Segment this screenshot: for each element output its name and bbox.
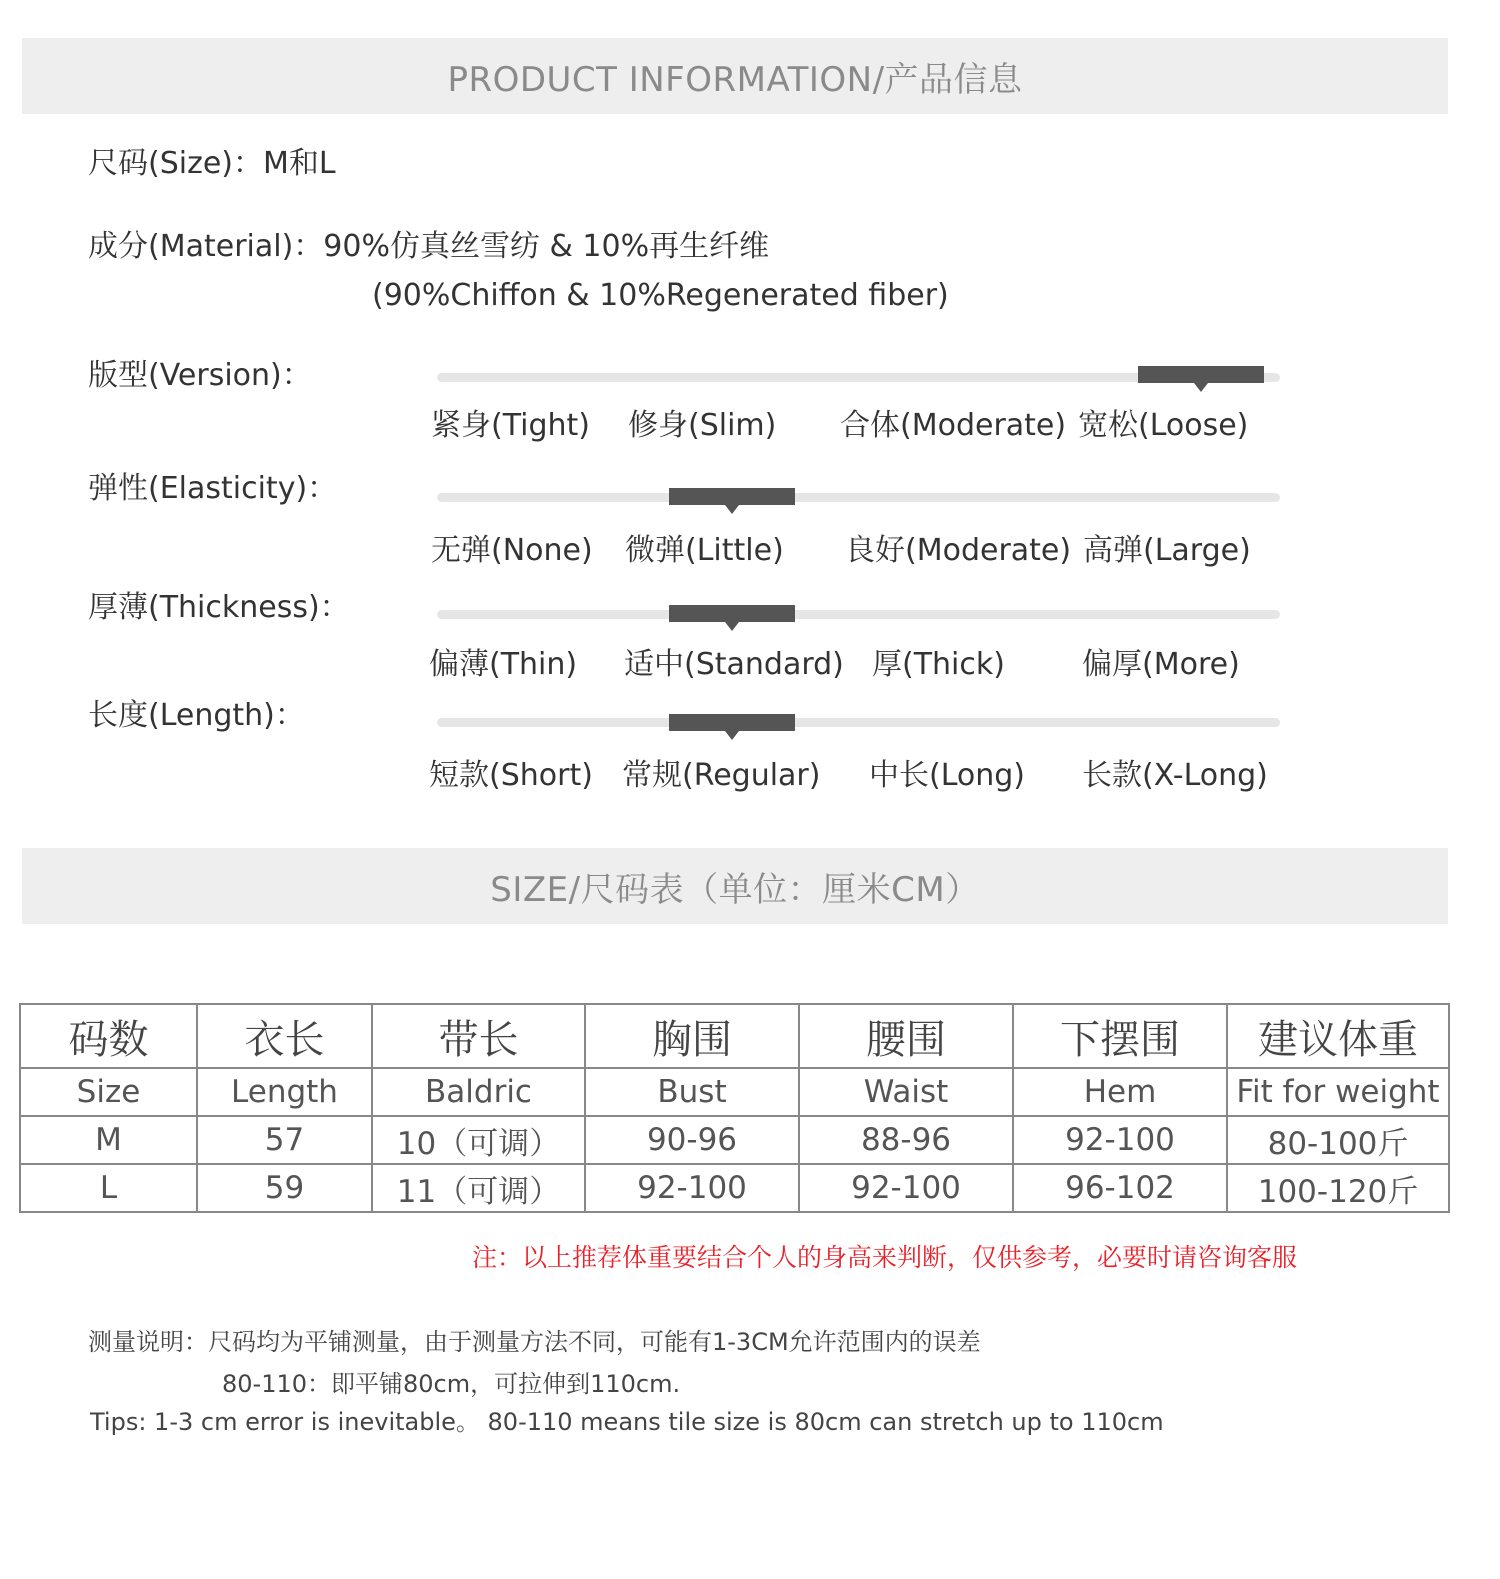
cell-weight: 80-100斤 xyxy=(1227,1116,1449,1164)
cell-waist: 92-100 xyxy=(799,1164,1013,1212)
elasticity-option-moderate: 良好(Moderate) xyxy=(845,533,1072,568)
elasticity-selected-marker xyxy=(669,488,795,505)
table-row xyxy=(20,1164,1449,1212)
length-selected-marker xyxy=(669,714,795,731)
header-en-bust: Bust xyxy=(585,1068,799,1116)
header-en-weight: Fit for weight xyxy=(1227,1068,1449,1116)
length-option-short: 短款(Short) xyxy=(429,758,593,793)
size-table xyxy=(19,1003,1450,1213)
cell-bust: 90-96 xyxy=(585,1116,799,1164)
product-information-title: PRODUCT INFORMATION/产品信息 xyxy=(447,59,1023,100)
cell-hem: 96-102 xyxy=(1013,1164,1227,1212)
weight-note: 注：以上推荐体重要结合个人的身高来判断，仅供参考，必要时请咨询客服 xyxy=(472,1243,1298,1272)
size-chart-banner xyxy=(22,848,1448,924)
elasticity-label: 弹性(Elasticity)： xyxy=(88,471,338,506)
cell-length: 57 xyxy=(197,1116,372,1164)
thickness-option-more: 偏厚(More) xyxy=(1082,647,1240,682)
version-option-loose: 宽松(Loose) xyxy=(1078,408,1249,443)
elasticity-option-little: 微弹(Little) xyxy=(625,533,784,568)
elasticity-option-large: 高弹(Large) xyxy=(1083,533,1251,568)
size-chart-title: SIZE/尺码表（单位：厘米CM） xyxy=(490,869,980,910)
thickness-option-thin: 偏薄(Thin) xyxy=(429,647,578,682)
tips-note: Tips: 1-3 cm error is inevitable。 80-110 means tile size is 80cm can stretch up to 110cm xyxy=(90,1408,1164,1436)
cell-baldric: 11（可调） xyxy=(372,1164,585,1212)
product-information-banner xyxy=(22,38,1448,114)
length-scale xyxy=(437,718,1280,727)
header-cn-length: 衣长 xyxy=(197,1004,372,1068)
thickness-label: 厚薄(Thickness)： xyxy=(88,590,350,625)
size-line: 尺码(Size)：M和L xyxy=(88,146,336,181)
header-cn-baldric: 带长 xyxy=(372,1004,585,1068)
version-label: 版型(Version)： xyxy=(88,358,312,393)
table-header-row-cn xyxy=(20,1004,1449,1068)
version-option-moderate: 合体(Moderate) xyxy=(840,408,1067,443)
elasticity-option-none: 无弹(None) xyxy=(431,533,593,568)
table-row xyxy=(20,1116,1449,1164)
version-selected-marker xyxy=(1138,366,1264,383)
cell-waist: 88-96 xyxy=(799,1116,1013,1164)
cell-length: 59 xyxy=(197,1164,372,1212)
measurement-note: 测量说明：尺码均为平铺测量，由于测量方法不同，可能有1-3CM允许范围内的误差 xyxy=(88,1328,981,1356)
material-line: 成分(Material)：90%仿真丝雪纺 & 10%再生纤维 xyxy=(88,229,770,264)
version-option-slim: 修身(Slim) xyxy=(628,408,777,443)
thickness-option-thick: 厚(Thick) xyxy=(872,647,1005,682)
header-cn-bust: 胸围 xyxy=(585,1004,799,1068)
header-cn-size: 码数 xyxy=(20,1004,197,1068)
cell-baldric: 10（可调） xyxy=(372,1116,585,1164)
cell-bust: 92-100 xyxy=(585,1164,799,1212)
header-cn-weight: 建议体重 xyxy=(1227,1004,1449,1068)
length-option-long: 中长(Long) xyxy=(869,758,1026,793)
cell-size: L xyxy=(20,1164,197,1212)
header-cn-hem: 下摆围 xyxy=(1013,1004,1227,1068)
header-cn-waist: 腰围 xyxy=(799,1004,1013,1068)
cell-hem: 92-100 xyxy=(1013,1116,1227,1164)
cell-weight: 100-120斤 xyxy=(1227,1164,1449,1212)
header-en-length: Length xyxy=(197,1068,372,1116)
material-english: (90%Chiffon & 10%Regenerated fiber) xyxy=(372,278,949,313)
stretch-note: 80-110：即平铺80cm，可拉伸到110cm. xyxy=(222,1370,681,1398)
thickness-option-standard: 适中(Standard) xyxy=(624,647,844,682)
length-label: 长度(Length)： xyxy=(88,698,305,733)
table-header-row-en xyxy=(20,1068,1449,1116)
length-option-xlong: 长款(X-Long) xyxy=(1082,758,1268,793)
version-option-tight: 紧身(Tight) xyxy=(431,408,590,443)
elasticity-scale xyxy=(437,493,1280,502)
header-en-waist: Waist xyxy=(799,1068,1013,1116)
thickness-scale xyxy=(437,610,1280,619)
thickness-selected-marker xyxy=(669,605,795,622)
header-en-baldric: Baldric xyxy=(372,1068,585,1116)
cell-size: M xyxy=(20,1116,197,1164)
header-en-hem: Hem xyxy=(1013,1068,1227,1116)
length-option-regular: 常规(Regular) xyxy=(622,758,821,793)
header-en-size: Size xyxy=(20,1068,197,1116)
